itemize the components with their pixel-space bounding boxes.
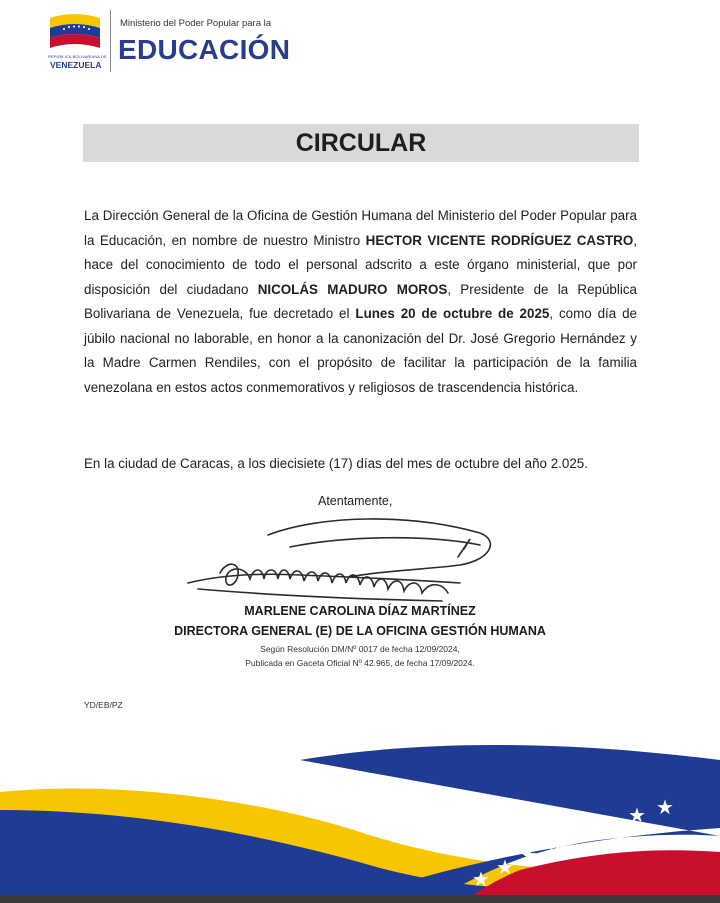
ministry-subtitle: Ministerio del Poder Popular para la: [120, 18, 272, 29]
svg-text:★: ★: [520, 843, 538, 867]
ministry-name: EDUCACIÓN: [118, 34, 291, 65]
signatory-name: MARLENE CAROLINA DÍAZ MARTÍNEZ: [244, 604, 476, 618]
svg-text:★: ★: [656, 795, 674, 819]
city-date-line: En la ciudad de Caracas, a los diecisiete (17) días del mes de octubre del año 2.025.: [84, 456, 588, 471]
svg-text:★: ★: [628, 803, 646, 827]
svg-text:★: ★: [472, 867, 490, 891]
closing-salutation: Atentamente,: [318, 494, 393, 508]
svg-text:★: ★: [572, 821, 590, 845]
body-text-3: , Presidente de la República Bolivariana de Venezuela, fue decretado el: [84, 281, 637, 321]
signature-scribble: [180, 505, 510, 615]
venezuela-flag-icon: [44, 8, 106, 70]
holiday-date: Lunes 20 de octubre de 2025: [355, 306, 550, 321]
president-name: NICOLÁS MADURO MOROS: [257, 281, 448, 297]
letterhead: [44, 8, 444, 76]
body-text-2: , hace del conocimiento de todo el personal adscrito a este órgano ministerial, que por disposición del ciudadano: [84, 232, 637, 297]
svg-text:★: ★: [600, 811, 618, 835]
tricolor-wave-footer: [0, 740, 720, 903]
flag-country: VENEZUELA: [50, 60, 102, 70]
circular-body: [84, 204, 637, 400]
header-divider: [110, 10, 111, 72]
minister-name: HECTOR VICENTE RODRÍGUEZ CASTRO: [365, 232, 634, 248]
flag-caption: REPÚBLICA BOLIVARIANA DE: [48, 54, 107, 59]
gazette-note: Publicada en Gaceta Oficial Nº 42.965, de fecha 17/09/2024.: [245, 658, 475, 668]
body-text-1: La Dirección General de la Oficina de Gestión Humana del Ministerio del Poder Popular para la Educación, en nombre de nuestro Ministro: [84, 208, 637, 248]
svg-text:★: ★: [546, 831, 564, 855]
reference-initials: YD/EB/PZ: [84, 700, 123, 710]
body-text-4: , como día de júbilo nacional no laborable, en honor a la canonización del Dr. José Gregorio Hernández y la Madre Carmen Rendiles, con el propósito de facilitar la participación de la familia venezolana en estos actos conmemorativos y religiosos de trascendencia histórica.: [84, 306, 638, 395]
title-banner: [83, 124, 639, 162]
svg-text:★: ★: [496, 855, 514, 879]
signatory-title: DIRECTORA GENERAL (E) DE LA OFICINA GESTIÓN HUMANA: [174, 624, 546, 638]
document-title: CIRCULAR: [295, 129, 427, 157]
resolution-note: Según Resolución DM/Nº 0017 de fecha 12/09/2024,: [260, 644, 460, 654]
